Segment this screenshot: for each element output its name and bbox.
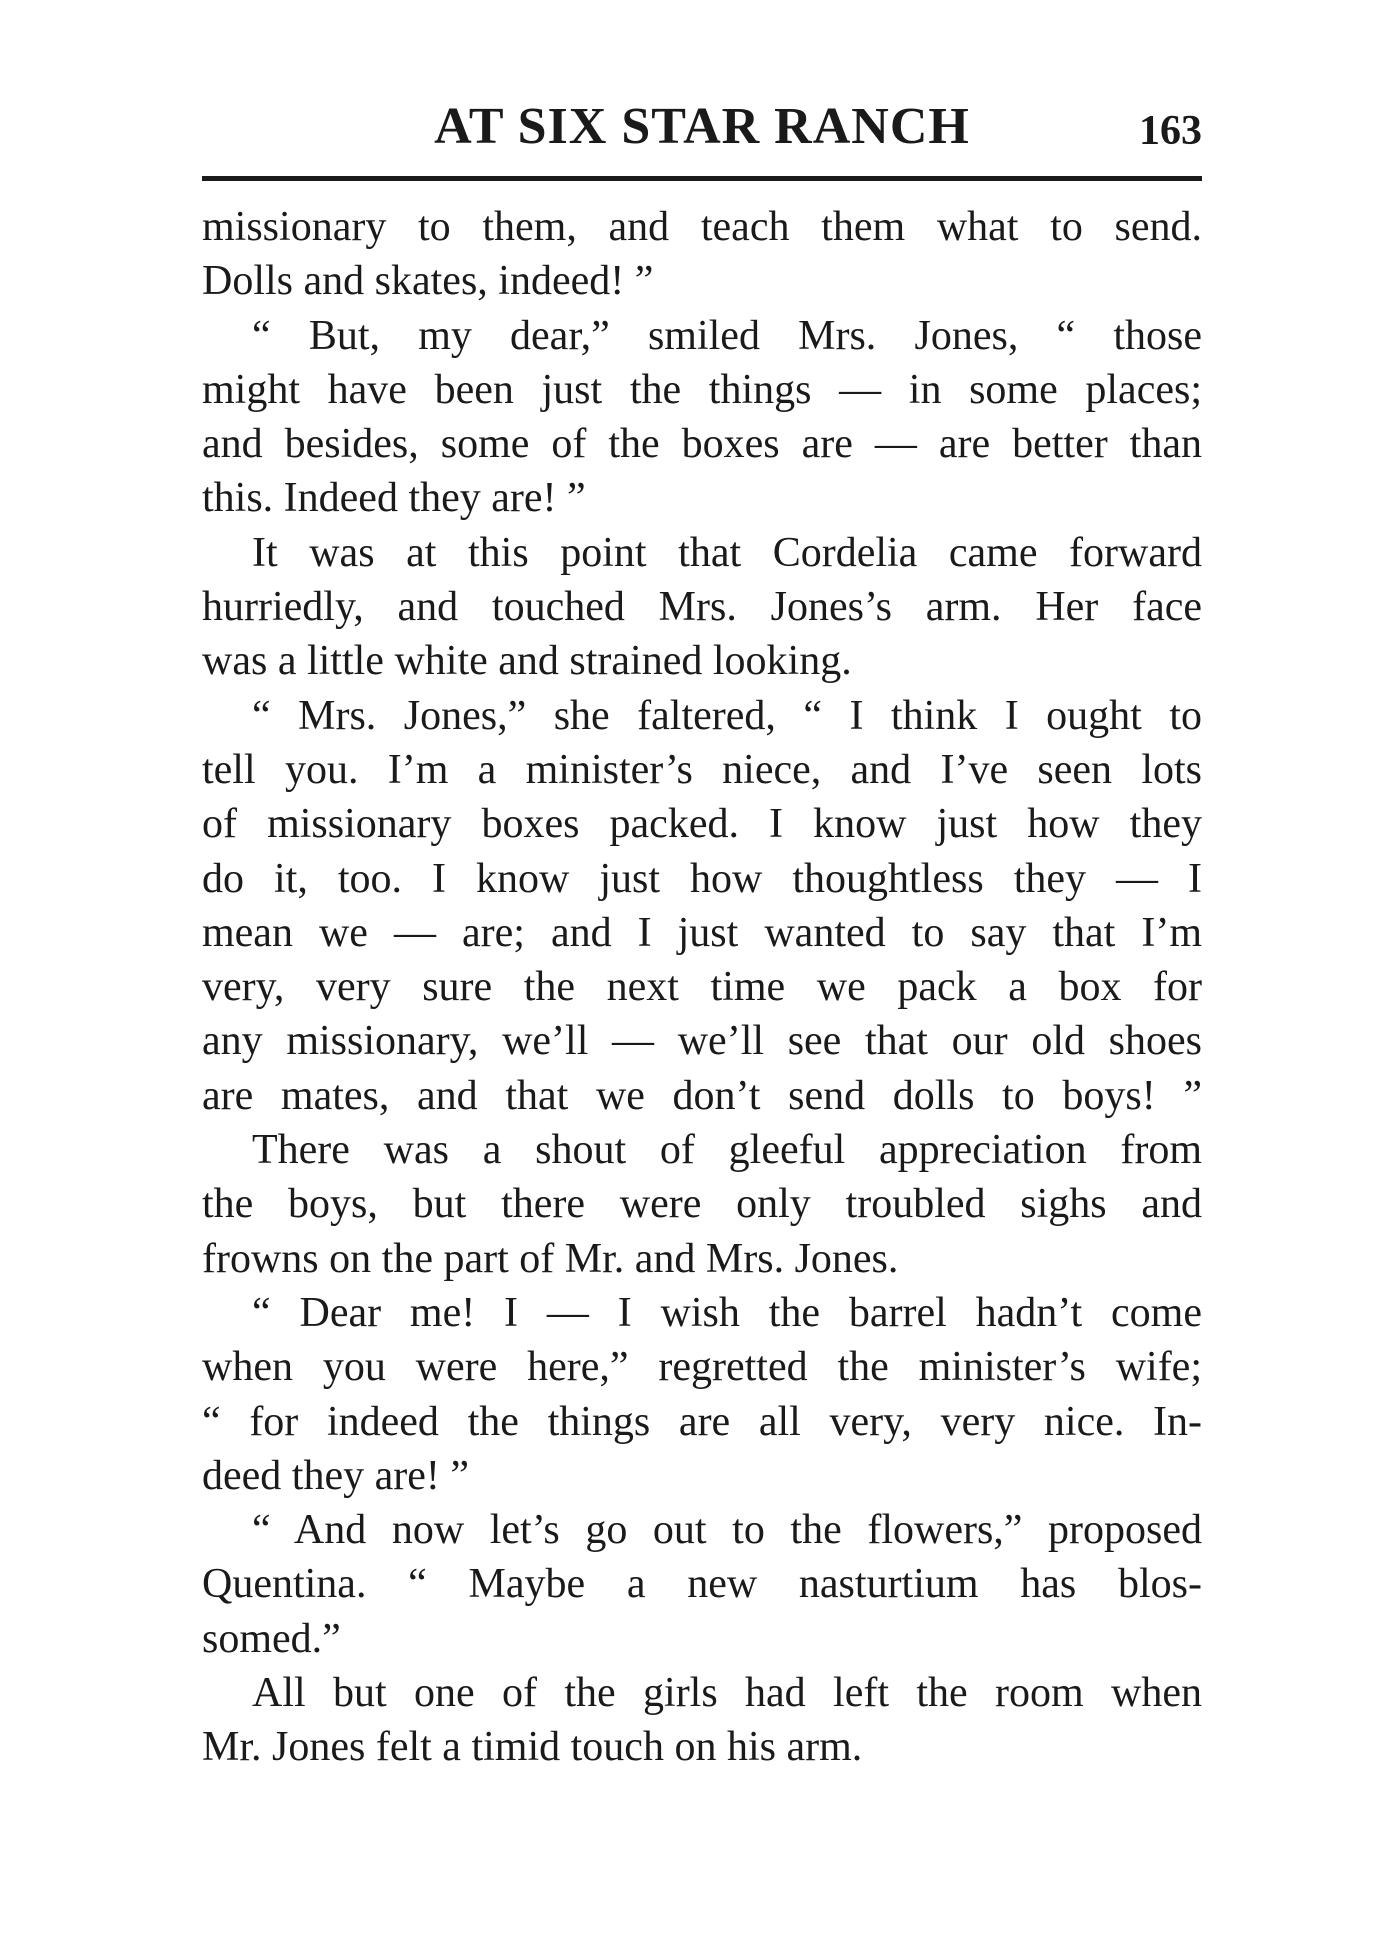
text-line: tell you. I’m a minister’s niece, and I’ve seen lots <box>202 746 1202 793</box>
text-line: Quentina. “ Maybe a new nasturtium has blos- <box>202 1561 1202 1608</box>
text-line: “ Mrs. Jones,” she faltered, “ I think I ought to <box>252 692 1202 739</box>
page-number: 163 <box>1139 108 1202 154</box>
text-line: All but one of the girls had left the room when <box>252 1670 1202 1717</box>
text-line: missionary to them, and teach them what to send. <box>202 204 1202 250</box>
text-line: very, very sure the next time we pack a box for <box>202 964 1202 1011</box>
text-line: “ for indeed the things are all very, very nice. In- <box>202 1398 1202 1445</box>
text-line: There was a shout of gleeful appreciation from <box>252 1127 1202 1174</box>
text-line: might have been just the things — in some places; <box>202 366 1202 413</box>
text-line: It was at this point that Cordelia came forward <box>252 529 1202 576</box>
text-line: when you were here,” regretted the minister’s wife; <box>202 1344 1202 1391</box>
header-rule <box>202 176 1202 181</box>
text-line: are mates, and that we don’t send dolls to boys! ” <box>202 1072 1202 1119</box>
text-line: hurriedly, and touched Mrs. Jones’s arm. Her face <box>202 584 1202 631</box>
text-line: was a little white and strained looking. <box>202 638 852 685</box>
text-line: of missionary boxes packed. I know just how they <box>202 801 1202 848</box>
running-head <box>202 92 1202 162</box>
text-line: the boys, but there were only troubled sighs and <box>202 1181 1202 1228</box>
text-line: any missionary, we’ll — we’ll see that our old shoes <box>202 1018 1202 1065</box>
text-line: “ But, my dear,” smiled Mrs. Jones, “ those <box>252 312 1202 359</box>
text-line: somed.” <box>202 1615 341 1662</box>
text-line: “ Dear me! I — I wish the barrel hadn’t come <box>252 1289 1202 1336</box>
text-line: this. Indeed they are! ” <box>202 475 586 522</box>
text-line: do it, too. I know just how thoughtless they — I <box>202 855 1202 902</box>
text-line: “ And now let’s go out to the flowers,” proposed <box>252 1507 1202 1554</box>
text-line: Dolls and skates, indeed! ” <box>202 258 654 305</box>
text-line: mean we — are; and I just wanted to say that I’m <box>202 909 1202 956</box>
body-text <box>202 200 1202 1775</box>
text-line: and besides, some of the boxes are — are better than <box>202 421 1202 468</box>
text-line: deed they are! ” <box>202 1452 469 1499</box>
text-line: Mr. Jones felt a timid touch on his arm. <box>202 1724 863 1771</box>
text-line: frowns on the part of Mr. and Mrs. Jones. <box>202 1235 899 1282</box>
page-title: AT SIX STAR RANCH <box>434 98 970 155</box>
